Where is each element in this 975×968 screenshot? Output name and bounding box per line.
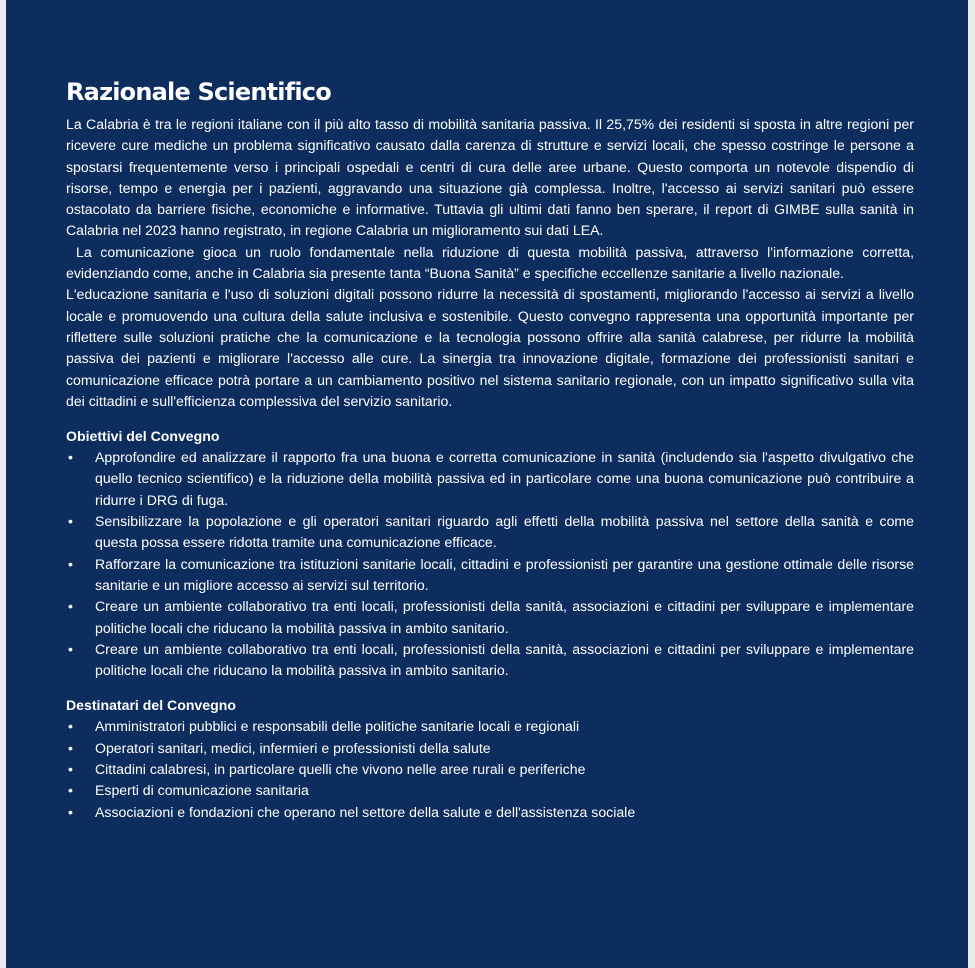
audience-list: [66, 716, 914, 822]
list-item-text: Cittadini calabresi, in particolare quelli che vivono nelle aree rurali e periferiche: [95, 761, 586, 778]
bullet-icon: •: [68, 555, 73, 572]
list-item: [66, 511, 914, 554]
list-item: [66, 554, 914, 597]
paragraph-intro: La Calabria è tra le regioni italiane con il più alto tasso di mobilità sanitaria passiva. Il 25,75% dei residenti si sposta in altre regioni per ricevere cure mediche un problema significativo causato dalla carenza di strutture e servizi locali, che spesso costringe le persone a spostarsi frequentemente verso i principali ospedali e centri di cura delle aree urbane. Questo comporta un notevole dispendio di risorse, tempo e energia per i pazienti, aggravando una situazione già complessa. Inoltre, l'accesso ai servizi sanitari può essere ostacolato da barriere fisiche, economiche e informative. Tuttavia gli ultimi dati fanno ben sperare, il report di GIMBE sulla sanità in Calabria nel 2023 hanno registrato, in regione Calabria un miglioramento sui dati LEA.: [66, 116, 914, 239]
list-item: [66, 447, 914, 511]
list-item: [66, 780, 914, 801]
paragraph-communication: La comunicazione gioca un ruolo fondamentale nella riduzione di questa mobilità passiva, attraverso l'informazione corretta, evidenziando come, anche in Calabria sia presente tanta “Buona Sanità” e specifiche eccellenze sanitarie a livello nazionale.: [66, 243, 914, 282]
list-item: [66, 759, 914, 780]
bullet-icon: •: [68, 598, 73, 615]
list-item: [66, 639, 914, 682]
list-item-text: Associazioni e fondazioni che operano nel settore della salute e dell'assistenza sociale: [95, 803, 636, 820]
objectives-heading: Obiettivi del Convegno: [66, 428, 220, 445]
bullet-icon: •: [68, 718, 73, 735]
list-item-text: Operatori sanitari, medici, infermieri e professionisti della salute: [95, 739, 491, 756]
document-content: [66, 76, 914, 823]
list-item: [66, 716, 914, 737]
list-item-text: Creare un ambiente collaborativo tra enti locali, professionisti della sanità, associazioni e cittadini per sviluppare e implementare politiche locali che riducano la mobilità passiva in ambito sanitario.: [95, 598, 914, 636]
list-item: [66, 738, 914, 759]
audience-heading: Destinatari del Convegno: [66, 697, 236, 714]
objectives-list: [66, 447, 914, 681]
list-item: [66, 802, 914, 823]
bullet-icon: •: [68, 761, 73, 778]
paragraph-education: L'educazione sanitaria e l'uso di soluzioni digitali possono ridurre la necessità di spostamenti, migliorando l'accesso ai servizi a livello locale e promuovendo una cultura della salute inclusiva e sostenibile. Questo convegno rappresenta una opportunità importante per riflettere sulle soluzioni pratiche che la comunicazione e la tecnologia possono offrire alla sanità calabrese, per ridurre la mobilità passiva dei pazienti e migliorare l'accesso alle cure. La sinergia tra innovazione digitale, formazione dei professionisti sanitari e comunicazione efficace potrà portare a un cambiamento positivo nel sistema sanitario regionale, con un impatto significativo sulla vita dei cittadini e sull'efficienza complessiva del servizio sanitario.: [66, 286, 914, 409]
bullet-icon: •: [68, 513, 73, 530]
bullet-icon: •: [68, 640, 73, 657]
list-item-text: Amministratori pubblici e responsabili delle politiche sanitarie locali e regionali: [95, 718, 580, 735]
bullet-icon: •: [68, 782, 73, 799]
list-item-text: Approfondire ed analizzare il rapporto fra una buona e corretta comunicazione in sanità (includendo sia l'aspetto divulgativo che quello tecnico scientifico) e la riduzione della mobilità passiva ed in particolare come una buona comunicazione può contribuire a ridurre i DRG di fuga.: [95, 449, 914, 508]
page-title: Razionale Scientifico: [66, 78, 331, 106]
list-item-text: Sensibilizzare la popolazione e gli operatori sanitari riguardo agli effetti della mobilità passiva nel settore della sanità e come questa possa essere ridotta tramite una comunicazione efficace.: [95, 513, 914, 551]
bullet-icon: •: [68, 739, 73, 756]
list-item: [66, 596, 914, 639]
document-page: [6, 0, 968, 968]
list-item-text: Esperti di comunicazione sanitaria: [95, 782, 309, 799]
list-item-text: Rafforzare la comunicazione tra istituzioni sanitarie locali, cittadini e professionisti per garantire una gestione ottimale delle risorse sanitarie e un migliore accesso ai servizi sul territorio.: [95, 555, 914, 593]
list-item-text: Creare un ambiente collaborativo tra enti locali, professionisti della sanità, associazioni e cittadini per sviluppare e implementare politiche locali che riducano la mobilità passiva in ambito sanitario.: [95, 640, 914, 679]
bullet-icon: •: [68, 449, 73, 466]
bullet-icon: •: [68, 803, 73, 820]
